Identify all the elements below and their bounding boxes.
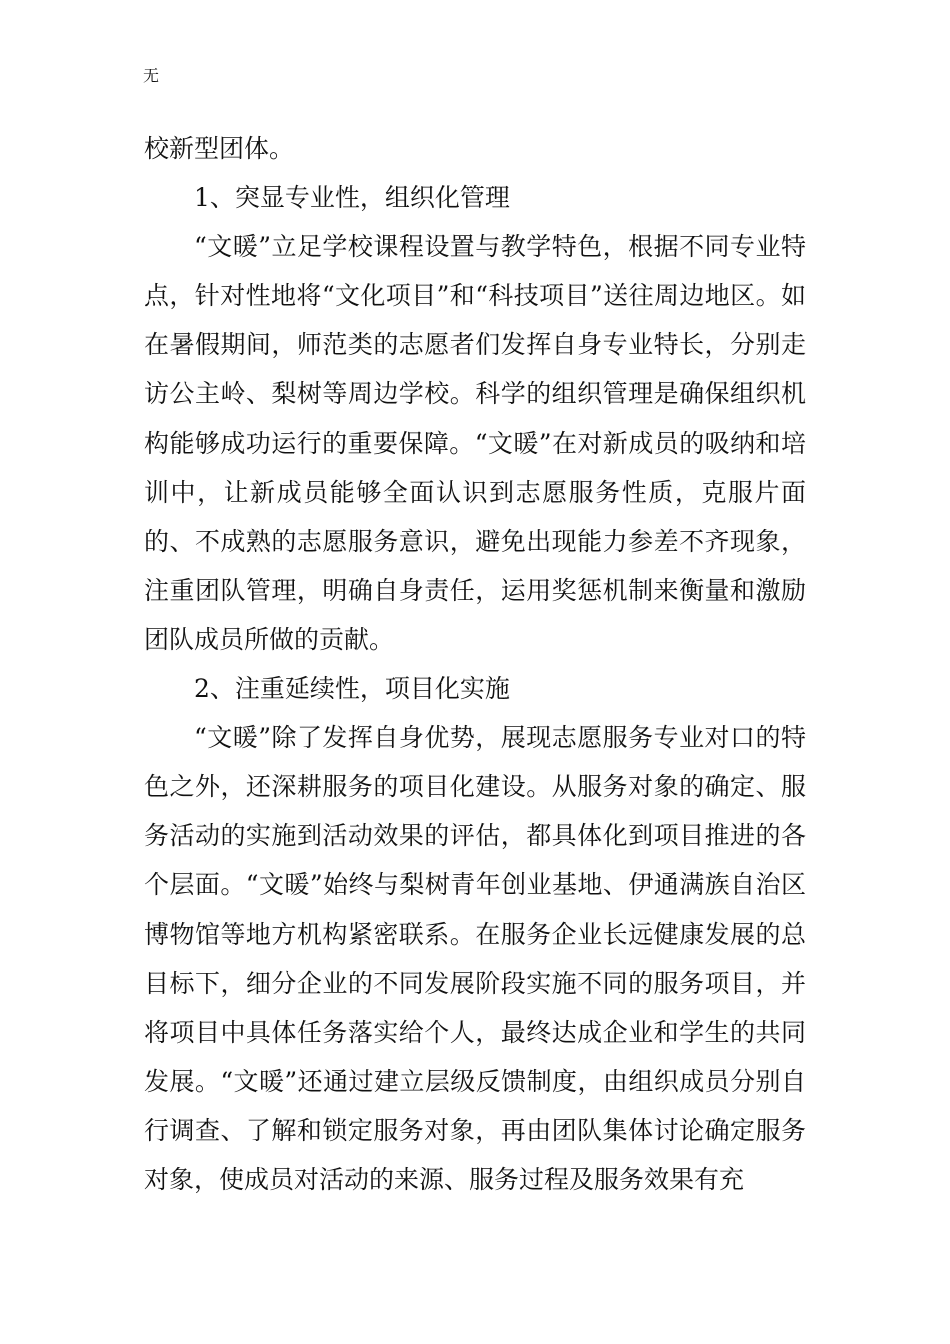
- paragraph-section-2: “文暖”除了发挥自身优势，展现志愿服务专业对口的特色之外，还深耕服务的项目化建设。从服务对象的确定、服务活动的实施到活动效果的评估，都具体化到项目推进的各个层面。“文暖”始终与梨树青年创业基地、伊通满族自治区博物馆等地方机构紧密联系。在服务企业长远健康发展的总目标下，细分企业的不同发展阶段实施不同的服务项目，并将项目中具体任务落实给个人，最终达成企业和学生的共同发展。“文暖”还通过建立层级反馈制度，由组织成员分别自行调查、了解和锁定服务对象，再由团队集体讨论确定服务对象，使成员对活动的来源、服务过程及服务效果有充: [144, 723, 806, 1194]
- section-heading-1: 1、突显专业性，组织化管理: [194, 183, 510, 213]
- paragraph-section-1: “文暖”立足学校课程设置与教学特色，根据不同专业特点，针对性地将“文化项目”和“科技项目”送往周边地区。如在暑假期间，师范类的志愿者们发挥自身专业特长，分别走访公主岭、梨树等周边学校。科学的组织管理是确保组织机构能够成功运行的重要保障。“文暖”在对新成员的吸纳和培训中，让新成员能够全面认识到志愿服务性质，克服片面的、不成熟的志愿服务意识，避免出现能力参差不齐现象，注重团队管理，明确自身责任，运用奖惩机制来衡量和激励团队成员所做的贡献。: [144, 232, 806, 654]
- paragraph-continuation: 校新型团体。: [144, 134, 295, 163]
- page-header: 无: [143, 66, 160, 85]
- section-heading-2: 2、注重延续性，项目化实施: [194, 674, 510, 704]
- document-body: [144, 124, 806, 1204]
